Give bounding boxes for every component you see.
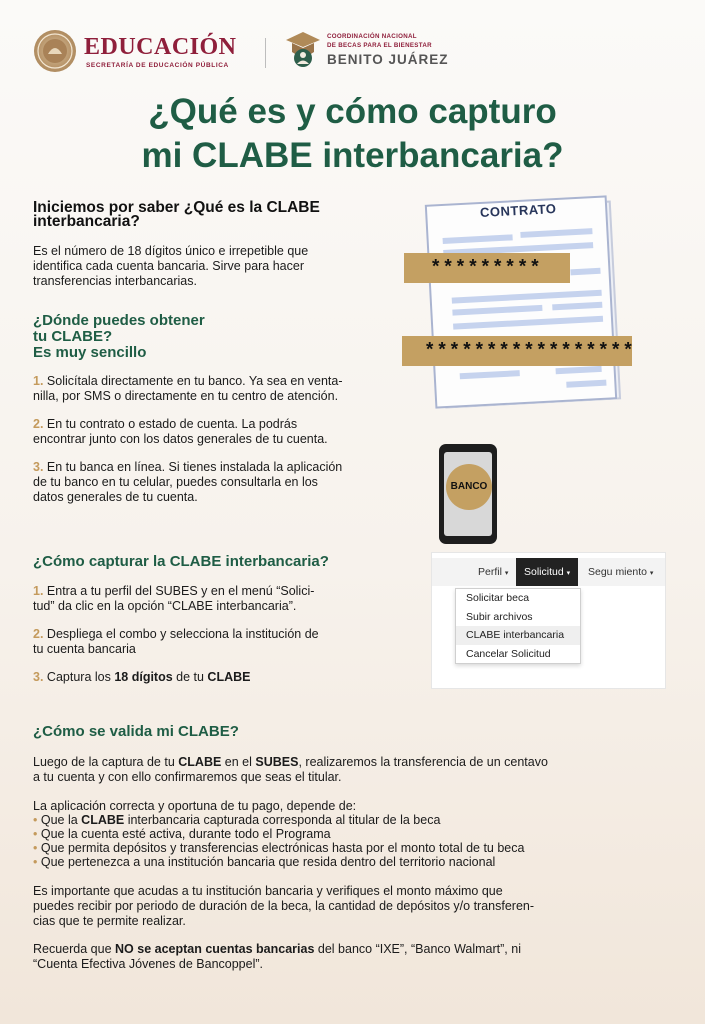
masked-number-short: ********* — [404, 253, 570, 283]
validate-p2: La aplicación correcta y oportuna de tu pago, depende de: — [33, 799, 357, 813]
page-title-line-2: mi CLABE interbancaria? — [141, 136, 564, 175]
menu-solicitud[interactable]: Solicitud ▾ — [516, 558, 578, 586]
where-heading-line-1: ¿Dónde puedes obtener — [33, 312, 205, 329]
capture-step-1-line-1: 1. Entra a tu perfil del SUBES y en el menú “Solici- — [33, 584, 315, 598]
contract-label: CONTRATO — [479, 201, 557, 220]
menu-seguimiento[interactable]: Segu miento ▾ — [588, 566, 654, 578]
validate-p3-line-2: puedes recibir por periodo de duración de la beca, la cantidad de depósitos y/o transferen- — [33, 899, 535, 913]
phone-illustration — [439, 444, 497, 544]
intro-text-line-3: transferencias interbancarias. — [33, 274, 197, 288]
intro-heading-line-2: interbancaria? — [33, 213, 140, 230]
where-heading-line-3: Es muy sencillo — [33, 344, 147, 361]
capture-step-2-line-2: tu cuenta bancaria — [33, 642, 136, 656]
where-item-2-line-1: 2. En tu contrato o estado de cuenta. La podrás — [33, 417, 298, 431]
menu-option-solicitar-beca[interactable]: Solicitar beca — [466, 592, 530, 604]
validate-bullet-2: • Que la cuenta esté activa, durante todo el Programa — [33, 827, 331, 841]
benito-juarez-title: BENITO JUÁREZ — [327, 52, 449, 67]
where-item-1-line-2: nilla, por SMS o directamente en tu centro de atención. — [33, 389, 339, 403]
validate-heading: ¿Cómo se valida mi CLABE? — [33, 723, 239, 740]
page-title-line-1: ¿Qué es y cómo capturo — [148, 92, 557, 131]
mexico-seal-logo — [34, 30, 76, 72]
where-item-3-line-3: datos generales de tu cuenta. — [33, 490, 198, 504]
where-item-1-line-1: 1. Solicítala directamente en tu banco. Ya sea en venta- — [33, 374, 343, 388]
menu-perfil[interactable]: Perfil ▾ — [478, 566, 509, 578]
validate-p4-line-1: Recuerda que NO se aceptan cuentas bancarias del banco “IXE”, “Banco Walmart”, ni — [33, 942, 521, 956]
validate-bullet-3: • Que permita depósitos y transferencias electrónicas hasta por el monto total de tu beca — [33, 841, 525, 855]
where-item-2-line-2: encontrar junto con los datos generales de tu cuenta. — [33, 432, 328, 446]
chevron-down-icon: ▾ — [649, 570, 654, 577]
header-divider — [265, 38, 266, 68]
where-heading-line-2: tu CLABE? — [33, 328, 113, 345]
chevron-down-icon: ▾ — [504, 570, 509, 577]
validate-p3-line-1: Es importante que acudas a tu institución bancaria y verifiques el monto máximo que — [33, 884, 503, 898]
validate-p4-line-2: “Cuenta Efectiva Jóvenes de Bancoppel”. — [33, 957, 263, 971]
capture-step-1-line-2: tud” da clic en la opción “CLABE interbancaria”. — [33, 599, 297, 613]
menu-option-clabe-interbancaria[interactable]: CLABE interbancaria — [456, 626, 580, 645]
masked-number-long: ***************** — [402, 336, 632, 366]
coordination-line-1: COORDINACIÓN NACIONAL — [327, 33, 417, 40]
capture-step-2-line-1: 2. Despliega el combo y selecciona la institución de — [33, 627, 319, 641]
bank-badge: BANCO — [446, 464, 492, 510]
where-item-3-line-2: de tu banco en tu celular, puedes consultarla en los — [33, 475, 318, 489]
capture-step-3: 3. Captura los 18 dígitos de tu CLABE — [33, 670, 251, 684]
education-logo-title: EDUCACIÓN — [84, 34, 237, 60]
contract-document — [425, 195, 617, 408]
intro-text-line-2: identifica cada cuenta bancaria. Sirve para hacer — [33, 259, 304, 273]
capture-heading: ¿Cómo capturar la CLABE interbancaria? — [33, 553, 329, 570]
menu-option-subir-archivos[interactable]: Subir archivos — [466, 610, 533, 623]
chevron-down-icon: ▾ — [566, 570, 571, 577]
validate-p3-line-3: cias que te permite realizar. — [33, 914, 186, 928]
subes-menu-screenshot — [431, 552, 666, 689]
validate-bullet-4: • Que pertenezca a una institución bancaria que resida dentro del territorio nacional — [33, 855, 496, 869]
validate-bullet-1: • Que la CLABE interbancaria capturada corresponda al titular de la beca — [33, 813, 441, 827]
solicitud-dropdown — [455, 588, 581, 664]
validate-p1-line-2: a tu cuenta y con ello confirmaremos que seas el titular. — [33, 770, 342, 784]
graduation-cap-logo — [284, 30, 322, 70]
where-item-3-line-1: 3. En tu banca en línea. Si tienes instalada la aplicación — [33, 460, 343, 474]
intro-text-line-1: Es el número de 18 dígitos único e irrepetible que — [33, 244, 309, 258]
validate-p1-line-1: Luego de la captura de tu CLABE en el SUBES, realizaremos la transferencia de un centavo — [33, 755, 548, 769]
education-logo-subtitle: SECRETARÍA DE EDUCACIÓN PÚBLICA — [86, 62, 229, 69]
intro-heading-line-1: Iniciemos por saber ¿Qué es la CLABE — [33, 199, 320, 216]
menu-option-cancelar-solicitud[interactable]: Cancelar Solicitud — [466, 647, 551, 660]
coordination-line-2: DE BECAS PARA EL BIENESTAR — [327, 42, 432, 49]
